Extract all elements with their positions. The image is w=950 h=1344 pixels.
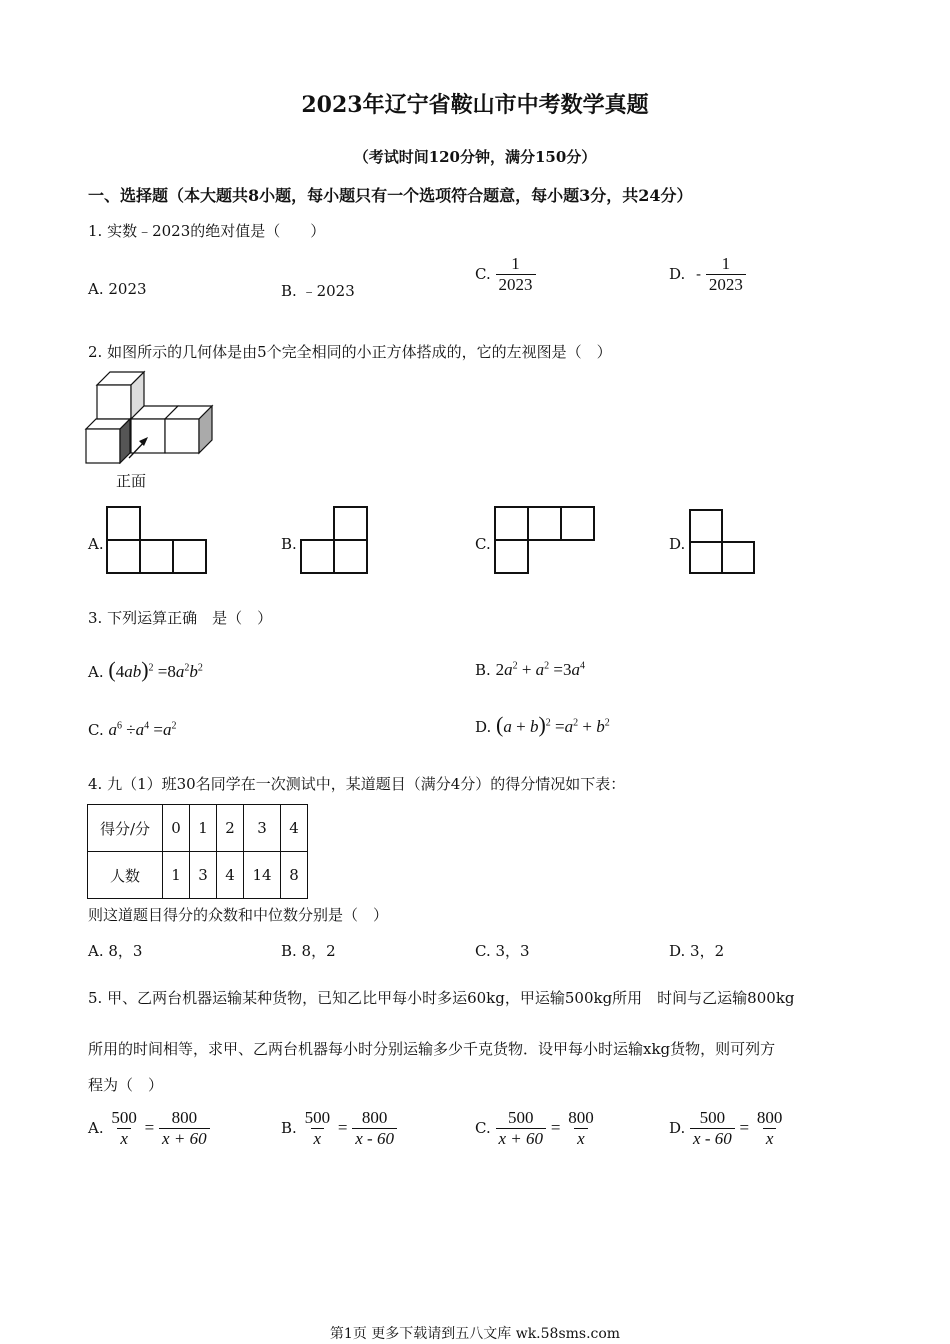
table-cell: 1 xyxy=(190,805,217,852)
q5-option-a: A. $\frac{500}{x}$ = $\frac{800}{x + 60}$ xyxy=(88,1108,210,1148)
q4-stem: 4. 九（1）班30名同学在一次测试中，某道题目（满分4分）的得分情况如下表： xyxy=(88,775,626,793)
q5-option-d: D. $\frac{500}{x - 60}$ = $\frac{800}{x}$ xyxy=(669,1108,783,1148)
table-cell: 3 xyxy=(244,805,281,852)
page-title: 2023年辽宁省鞍山市中考数学真题 xyxy=(301,92,649,118)
table-row xyxy=(88,852,308,899)
q3-option-a: A. $(4ab)^2 =8a^2b^2$ xyxy=(88,657,203,682)
q1-option-b: B. ﹣2023 xyxy=(281,282,355,300)
cube-solid-figure xyxy=(84,368,216,464)
q4-followup: 则这道题目得分的众数和中位数分别是（ ） xyxy=(88,906,389,924)
q1-stem: 1. 实数﹣2023的绝对值是（ ） xyxy=(88,222,326,240)
q3-stem: 3. 下列运算正确 是（ ） xyxy=(88,609,273,627)
page-footer: 第1页 更多下载请到五八文库 wk.58sms.com xyxy=(329,1326,621,1342)
table-cell: 1 xyxy=(163,852,190,899)
q3-option-b: B. $2a^2 + a^2 =3a^4$ xyxy=(475,660,586,679)
front-label: 正面 xyxy=(116,472,147,490)
q5-stem-line1: 5. 甲、乙两台机器运输某种货物，已知乙比甲每小时多运60kg，甲运输500kg所用 时间与乙运输800kg xyxy=(88,989,795,1007)
table-header: 人数 xyxy=(88,852,163,899)
q2-stem: 2. 如图所示的几何体是由5个完全相同的小正方体搭成的，它的左视图是（ ） xyxy=(88,343,612,361)
table-cell: 3 xyxy=(190,852,217,899)
q1-option-c: C. $\frac{1}{2023}$ xyxy=(475,254,536,294)
q5-stem-line3: 程为（ ） xyxy=(88,1076,164,1094)
q2-option-c-label: C. xyxy=(475,535,491,553)
q2-view-d xyxy=(689,509,755,574)
table-cell: 14 xyxy=(244,852,281,899)
q1-option-d: D. - $\frac{1}{2023}$ xyxy=(669,254,746,294)
q4-option-a: A. 8，3 xyxy=(88,942,143,960)
q5-stem-line2: 所用的时间相等，求甲、乙两台机器每小时分别运输多少千克货物．设甲每小时运输xkg货物，则可列方 xyxy=(88,1040,776,1058)
table-cell: 2 xyxy=(217,805,244,852)
table-header: 得分/分 xyxy=(88,805,163,852)
q4-option-d: D. 3，2 xyxy=(669,942,725,960)
q5-option-c: C. $\frac{500}{x + 60}$ = $\frac{800}{x}$ xyxy=(475,1108,594,1148)
table-cell: 8 xyxy=(281,852,308,899)
q4-option-b: B. 8，2 xyxy=(281,942,336,960)
table-row xyxy=(88,805,308,852)
table-cell: 4 xyxy=(281,805,308,852)
table-cell: 4 xyxy=(217,852,244,899)
score-table xyxy=(87,804,308,899)
exam-info: （考试时间120分钟，满分150分） xyxy=(353,148,597,166)
q2-option-d-label: D. xyxy=(669,535,686,553)
q2-view-b xyxy=(300,506,369,574)
q4-option-c: C. 3，3 xyxy=(475,942,530,960)
q5-option-b: B. $\frac{500}{x}$ = $\frac{800}{x - 60}$ xyxy=(281,1108,397,1148)
q1-option-a: A. 2023 xyxy=(88,280,147,298)
q2-option-b-label: B. xyxy=(281,535,297,553)
q2-view-c xyxy=(494,506,596,574)
q3-option-d: D. $(a + b)^2 =a^2 + b^2$ xyxy=(475,712,610,737)
q2-option-a-label: A. xyxy=(88,535,104,553)
q3-option-c: C. $a^6 \div a^4 =a^2$ xyxy=(88,720,177,739)
q2-view-a xyxy=(106,506,208,574)
table-cell: 0 xyxy=(163,805,190,852)
section-heading: 一、选择题（本大题共8小题，每小题只有一个选项符合题意，每小题3分，共24分） xyxy=(88,186,693,205)
